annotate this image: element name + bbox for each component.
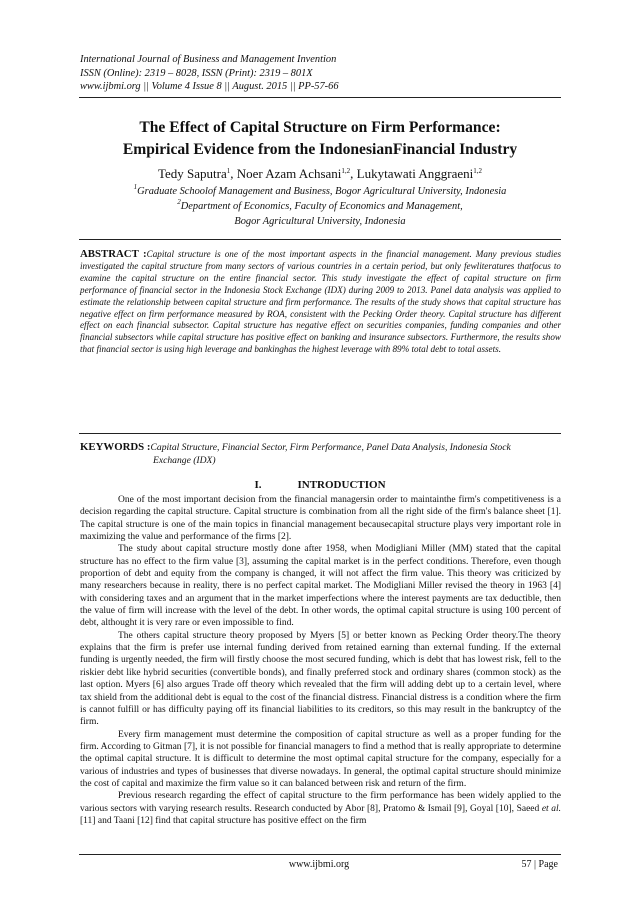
section-heading: [79, 479, 561, 491]
abstract: [80, 249, 561, 356]
keywords-text: Capital Structure, Financial Sector, Firm Performance, Panel Data Analysis, Indonesia Stock: [150, 442, 511, 453]
affiliations: [79, 184, 561, 229]
abstract-top-divider: [79, 239, 561, 240]
journal-issue: www.ijbmi.org || Volume 4 Issue 8 || August. 2015 || PP-57-66: [80, 81, 339, 93]
footer-url[interactable]: www.ijbmi.org: [288, 859, 350, 870]
abstract-bottom-divider: [79, 433, 561, 434]
abstract-text: Capital structure is one of the most important aspects in the financial management. Many previous studies investigated the capital structure from many sectors of various countries in a certain period, but only fewliteratures thatfocus to examine the capital structure on the entire financial sector. This study investigate the effect of capital structure on firm performance of financial sector in the Indonesia Stock Exchange (IDX) during 2009 to 2013. Panel data analysis was applied to estimate the relationship between capital structure and firm performance. The results of the study shows that capital structure has negative effect on firm performance measured by ROA, consistent with the Pecking Order theory. Capital structure has different effect on each financial subsector. Capital structure has negative effect on securities companies, funding companies and other financial subsectors while capital structure has positive effect on banking and insurance subsectors. Furthermore, the results show that financial sector is using high leverage and bankinghas the highest leverage with 89% total debt to total assets.: [80, 249, 561, 355]
paragraph: The study about capital structure mostly done after 1958, when Modigliani Miller (MM) stated that the capital structure has no effect to the firm value [3], assuming the capital market is in the perfect conditions. Therefore, even though proportion of debt and equity from the company is changed, it will not affect the firm value. This theory was criticized by many researchers because in reality, there is no perfect capital market. The Modigliani Miller revised the theory in 1963 [4] with considering taxes and an argument that in the market imperfections where the interest payments are tax deductible, then the value of firm will increase with the level of the debt. In other words, the optimal capital structure is using 100 percent of debt, althought it is very rare or even impossible to find.: [80, 544, 561, 629]
abstract-label: ABSTRACT :: [80, 248, 147, 260]
author-list: [79, 166, 561, 182]
paragraph-text: [11] and Taani [12] find that capital structure has positive effect on the firm: [80, 815, 367, 826]
journal-header: [80, 53, 560, 94]
paragraph-text: Previous research regarding the effect of capital structure to the firm performance has been widely applied to the various sectors with varying research results. Research conducted by Abor [8], Pratomo & Ismail [9], Goyal [10], Saeed: [80, 791, 561, 814]
paragraph-emphasis: et al.: [541, 803, 561, 814]
body-text: [80, 494, 561, 827]
journal-issn: ISSN (Online): 2319 – 8028, ISSN (Print): 2319 – 801X: [80, 67, 313, 79]
affiliation-line: Bogor Agricultural University, Indonesia: [234, 216, 406, 227]
affiliation-mark: 1: [133, 183, 138, 191]
paragraph: [80, 790, 561, 827]
author-affiliation-mark: 1,2: [341, 167, 351, 175]
paragraph: The others capital structure theory proposed by Myers [5] or better known as Pecking Order theory.The theory explains that the firm is prefer use internal funding derived from retained earning than external funding. If the external funding is urgently needed, the firm will firstly choose the most secured funding, which is debt that has lowest risk, fell to the riskier debt like hybrid securities (convertible bonds), and finally preferred stock and ordinary shares (common stock) as the last option. Myers [6] also argues Trade off theory which revealed that the firm will adding debt up to a certain level, where tax shield from the additional debt is equal to the cost of the financial distress. Financial distress is a condition where the firm is cannot fulfill or has difficulty paying off its financial liabilities to its creditors, so this may result in the bankruptcy of the firm.: [80, 630, 561, 728]
author-name: , Lukytawati Anggraeni: [350, 166, 474, 181]
keywords-text-cont: Exchange (IDX): [153, 454, 216, 466]
author-name: Tedy Saputra: [157, 166, 227, 181]
affiliation-line: [79, 199, 561, 214]
page-number: 57 | Page: [521, 859, 558, 870]
paragraph: One of the most important decision from the financial managersin order to maintainthe firm's competitiveness is a decision regarding the capital structure. Capital structure is combination from all the right side of the firm's balance sheet [1]. The capital structure is one of the main topics in financial management becausecapital structure plays very important role in maximizing the value and performance of the firms [2].: [80, 495, 561, 543]
header-divider: [79, 97, 561, 98]
author-name: , Noer Azam Achsani: [230, 166, 342, 181]
journal-name: International Journal of Business and Management Invention: [80, 54, 337, 65]
keywords: [80, 441, 561, 467]
affiliation-line: [79, 184, 561, 199]
author-affiliation-mark: 1,2: [473, 167, 483, 175]
section-number: I.: [254, 479, 262, 491]
author-affiliation-mark: 1: [226, 167, 231, 175]
title-line-1: The Effect of Capital Structure on Firm Performance:: [139, 119, 501, 136]
affiliation-mark: 2: [177, 198, 181, 206]
affiliation-text: Department of Economics, Faculty of Economics and Management,: [180, 201, 463, 212]
footer-divider: [79, 854, 561, 855]
paragraph: Every firm management must determine the composition of capital structure as well as a proper funding for the firm. According to Gitman [7], it is not possible for financial managers to find a method that is really appropriate to determine the optimal capital structure. It is difficult to determine the most optimal capital structure for the company, especially for a various of industries and types of businesses that diverse nowadays. In general, the optimal capital structure should minimize the cost of capital and maximize the firm value so it can balanced between risk and return of the firm.: [80, 729, 561, 789]
paper-title: [79, 117, 561, 161]
title-line-2: Empirical Evidence from the IndonesianFinancial Industry: [122, 141, 518, 158]
section-title: INTRODUCTION: [297, 479, 386, 491]
keywords-label: KEYWORDS :: [80, 441, 151, 453]
affiliation-text: Graduate Schoolof Management and Business, Bogor Agricultural University, Indonesia: [137, 186, 507, 197]
